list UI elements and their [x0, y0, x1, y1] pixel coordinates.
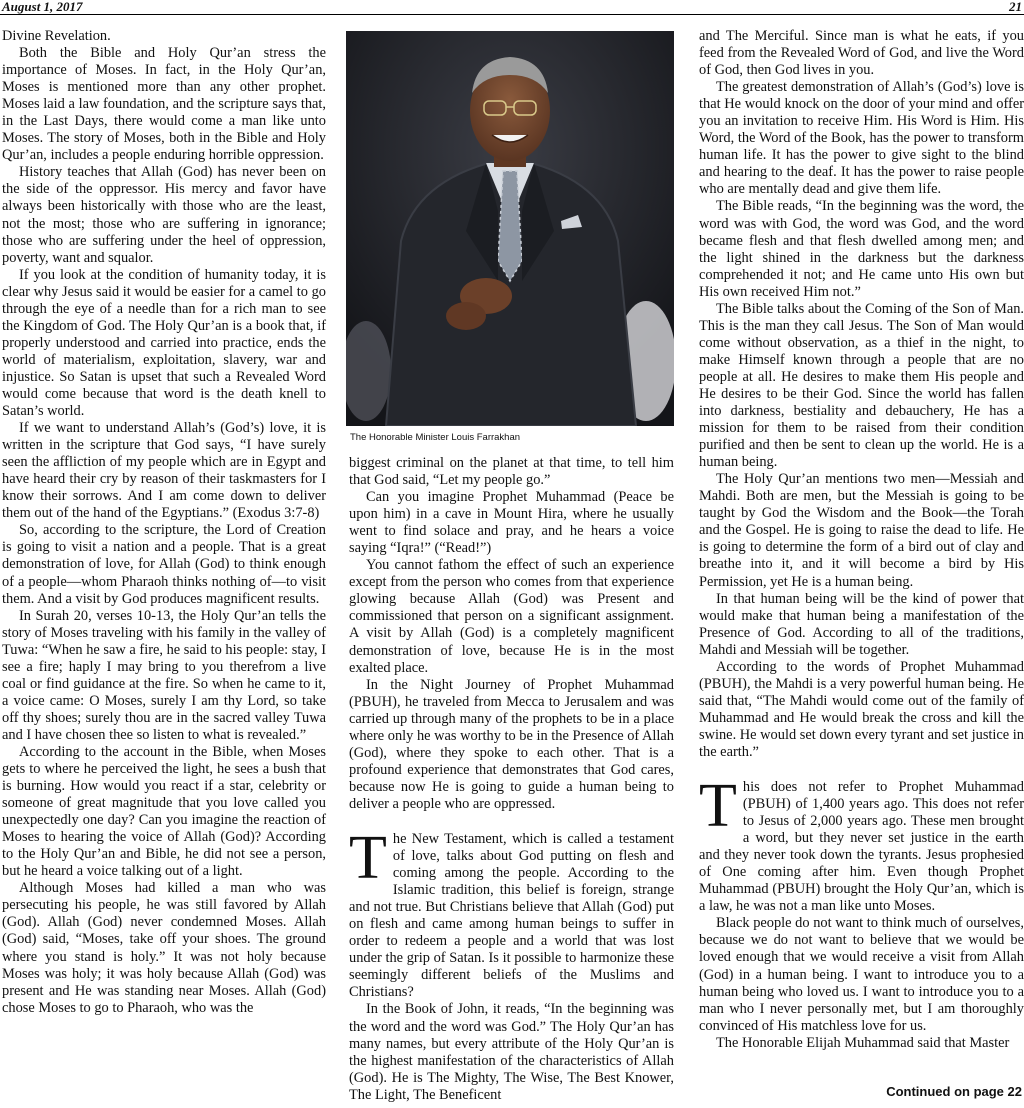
paragraph: The Holy Qur’an mentions two men—Messiah and Mahdi. Both are men, but the Messiah is going to be taught by God the Wisdom and the Book—the Torah and the Gospel. He is going to raise the dead to life. He is going to determine the form of a bird out of clay and breathe into it, and it will become a bird by His Permission, yet He is a human being.: [699, 471, 1024, 590]
paragraph: Can you imagine Prophet Muhammad (Peace be upon him) in a cave in Mount Hira, where he usually went to find solace and pray, and he hears a voice saying “Iqra!” (“Read!”): [349, 489, 674, 557]
paragraph: You cannot fathom the effect of such an experience except from the person who comes from that experience glowing because Allah (God) was Present and commissioned that person on a significant assignment. A visit by Allah (God) is a completely magnificent demonstration of love, because He is in the most exalted place.: [349, 557, 674, 676]
paragraph: According to the account in the Bible, when Moses gets to where he perceived the light, he sees a bush that is burning. How would you react if a star, celebrity or someone of great magnitude that you love called you unexpectedly one day? Can you imagine the reaction of Moses to hearing the voice of Allah (God)? According to the Holy Qur’an and Bible, he did not see a person, but he heard a voice talking out of a light.: [2, 743, 326, 880]
paragraph: Although Moses had killed a man who was persecuting his people, he was still favored by Allah (God). Allah (God) never condemned Moses. Allah (God) said, “Moses, take off your shoes. The ground where you stand is holy.” It was not holy because Moses was holy; it was holy because Allah (God) was present and He was standing near Moses. Allah (God) chose Moses to go to Pharaoh, who was the: [2, 880, 326, 1016]
article-column-1: [2, 28, 326, 1017]
paragraph-text: he New Testament, which is called a testament of love, talks about God putting on flesh and coming among the people. According to the Islamic tradition, this belief is foreign, strange and not true. But Christians believe that Allah (God) put on flesh and came among human beings to suffer in order to redeem a people and a world that was lost under the grip of Satan. Is it possible to harmonize these seemingly different beliefs of the Muslims and Christians?: [349, 830, 674, 1001]
paragraph-text: his does not refer to Prophet Muhammad (PBUH) of 1,400 years ago. This does not refer to Jesus of 2,000 years ago. These men brought a word, but they never set justice in the earth and they never took down the tyrants. Jesus prophesied of One coming after him. Even though Prophet Muhammad (PBUH) brought the Holy Qur’an, which is a law, he was not a man like unto Moses.: [699, 779, 1024, 915]
paragraph: biggest criminal on the planet at that time, to tell him that God said, “Let my people go.”: [349, 455, 674, 489]
paragraph: In the Night Journey of Prophet Muhammad (PBUH), he traveled from Mecca to Jerusalem and was carried up through many of the prophets to be in a place where only he was worthy to be in the Presence of Allah (God), where they spoke to each other. That is a profound experience that demonstrates that God cares, because now He is going to guide a human being to deliver a people who are oppressed.: [349, 676, 674, 812]
paragraph: So, according to the scripture, the Lord of Creation is going to visit a nation and a people. That is a great demonstration of love, for Allah (God) to think enough of a people—whom Pharaoh thinks nothing of—to visit them. And a visit by God produces magnificent results.: [2, 522, 326, 607]
paragraph: and The Merciful. Since man is what he eats, if you feed from the Revealed Word of God, and live the Word of God, then God lives in you.: [699, 28, 1024, 79]
paragraph: History teaches that Allah (God) has never been on the side of the oppressor. His mercy and favor have always been historically with those who are the least, not the most; those who are suffering in ignorance; those who are suffering under the heel of oppression, poverty, want and squalor.: [2, 164, 326, 266]
dropcap-paragraph: [699, 772, 1024, 915]
page-number: 21: [1009, 0, 1022, 14]
photo-caption: The Honorable Minister Louis Farrakhan: [350, 432, 521, 443]
paragraph: In that human being will be the kind of power that would make that human being a manifestation of the Presence of God. According to all of the traditions, Mahdi and Messiah will be together.: [699, 590, 1024, 658]
dropcap-letter: T: [699, 772, 737, 841]
section-gap: [699, 761, 1024, 779]
paragraph: The Bible reads, “In the beginning was the word, the word was with God, the word was God, and the word became flesh and that flesh dwelled among men; and the light shined in the darkness but the darkness comprehended it not; and He came unto His own but His own received Him not.”: [699, 198, 1024, 300]
paragraph: Black people do not want to think much of ourselves, because we do not want to believe that we would be loved enough that we would receive a visit from Allah (God) in a human being. I want to introduce you to a human being who loved us. I want to introduce you to a man who I never personally met, but I am thoroughly convinced of His matchless love for us.: [699, 915, 1024, 1034]
paragraph: Divine Revelation.: [2, 28, 111, 44]
paragraph: In the Book of John, it reads, “In the beginning was the word and the word was God.” The Holy Qur’an has many names, but every attribute of the Holy Qur’an is the highest manifestation of the characteristics of Allah (God). He is The Mighty, The Wise, The Best Knower, The Light, The Beneficent: [349, 1001, 674, 1103]
page-header: [0, 0, 1024, 15]
dropcap-paragraph: [349, 823, 674, 1001]
paragraph: The greatest demonstration of Allah’s (God’s) love is that He would knock on the door of your mind and offer you an invitation to receive Him. His Word is Him. His Word, the Word of the Book, has the power to transform human life. It has the power to give sight to the blind and hearing to the deaf. It has the power to raise people who are mentally dead and give them life.: [699, 79, 1024, 198]
minister-photo: [346, 31, 674, 426]
paragraph: Both the Bible and Holy Qur’an stress the importance of Moses. In fact, in the Holy Qur’an, Moses is mentioned more than any other prophet. Moses laid a law foundation, and the scripture says that, in the Last Days, there would come a man like unto Moses. The story of Moses, both in the Bible and Holy Qur’an, includes a people enduring horrible oppression.: [2, 45, 326, 164]
section-gap: [349, 813, 674, 831]
paragraph: If we want to understand Allah’s (God’s) love, it is written in the scripture that God says, “I have surely seen the affliction of my people which are in Egypt and have heard their cry by reason of their taskmasters for I know their sorrows. And I am come down to deliver them out of the hand of the Egyptians.” (Exodus 3:7-8): [2, 420, 326, 522]
issue-date: August 1, 2017: [2, 0, 83, 14]
paragraph: The Honorable Elijah Muhammad said that Master: [716, 1034, 1010, 1051]
dropcap-letter: T: [349, 823, 387, 892]
paragraph: According to the words of Prophet Muhammad (PBUH), the Mahdi is a very powerful human being. He said that, “The Mahdi would come out of the family of Muhammad and He would break the cross and kill the swine. He would set down every tyrant and set justice in the earth.”: [699, 658, 1024, 760]
article-column-2: [349, 455, 674, 1104]
paragraph: The Bible talks about the Coming of the Son of Man. This is the man they call Jesus. The Son of Man would come without observation, as a thief in the night, to make Himself known through a people that are no people at all. He desires to make them His people and He desires to be their God. Since the world has fallen into darkness, bestiality and debauchery, He has a mission for them to be raised from their condition purified and then be sent to clean up the world. He is a human being.: [699, 300, 1024, 471]
paragraph: In Surah 20, verses 10-13, the Holy Qur’an tells the story of Moses traveling with his family in the valley of Tuwa: “When he saw a fire, he said to his people: stay, I see a fire; haply I may bring to you therefrom a live coal or find guidance at the fire. So when he came to it, a voice came: O Moses, surely I am thy Lord, so take off thy shoes; surely thou are in the sacred valley Tuwa and I have chosen thee so listen to what is revealed.”: [2, 607, 326, 743]
article-column-3: [699, 28, 1024, 1052]
continued-link[interactable]: Continued on page 22: [886, 1084, 1022, 1099]
paragraph: If you look at the condition of humanity today, it is clear why Jesus said it would be easier for a camel to go through the eye of a needle than for a rich man to see the Kingdom of God. The Holy Qur’an is a book that, if properly understood and carried into practice, ends the world of materialism, exploitation, slavery, war and injustice. So Satan is upset that such a Revealed Word would come because that word is the death knell to Satan’s world.: [2, 266, 326, 420]
